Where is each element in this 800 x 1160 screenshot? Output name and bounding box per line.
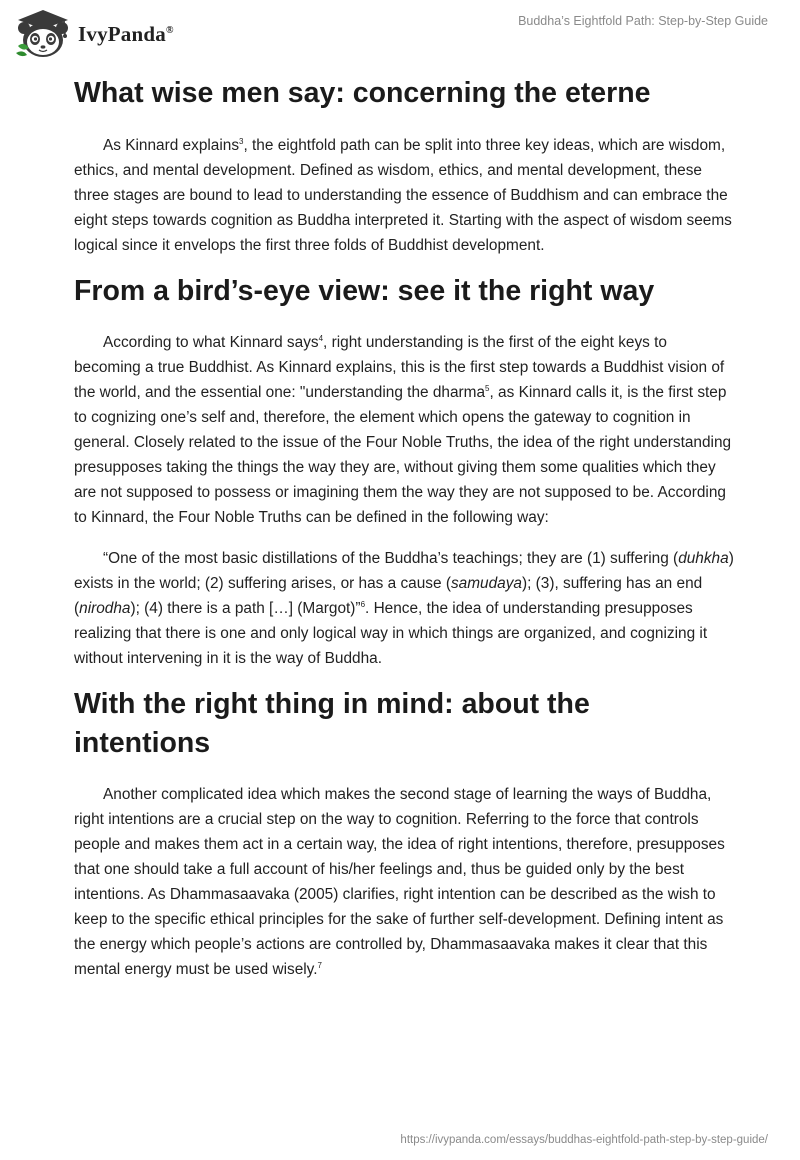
quote-paragraph: “One of the most basic distillations of the Buddha’s teachings; they are (1) suffering (duhkha) exists in the world; (2) suffering arises, or has a cause (samudaya); (3), suffering has an end (nirodha); (4) there is a path […] (Margot)”$^6$. Hence, the idea of understanding presupposes realizing that there is one and only logical way in which things are organized, and cognizing it without intervening in it is the way of Buddha.	[74, 550, 734, 667]
section-heading: From a bird’s-eye view: see it the right way	[74, 275, 655, 307]
ivypanda-logo[interactable]	[14, 8, 174, 60]
footnote-ref[interactable]: 6	[360, 600, 366, 609]
section-heading: With the right thing in mind: about the intentions	[74, 688, 590, 759]
document-title: Buddha’s Eightfold Path: Step-by-Step Guide	[518, 14, 768, 28]
paragraph: As Kinnard explains$^3$, the eightfold path can be split into three key ideas, which are wisdom, ethics, and mental development. Defined as wisdom, ethics, and mental development, these three stages are bound to lead to understanding the essence of Buddhism and can embrace the eight steps towards cognition as Buddha interpreted it. Starting with the aspect of wisdom seems logical since it envelops the first three folds of Buddhist development.	[74, 137, 732, 254]
footnote-ref[interactable]: 3	[239, 137, 244, 146]
brand-name: IvyPanda®	[78, 21, 174, 46]
footnote-ref[interactable]: 4	[318, 334, 324, 343]
panda-graduate-icon	[14, 8, 72, 60]
page-header	[0, 0, 800, 70]
paragraph: Another complicated idea which makes the second stage of learning the ways of Buddha, right intentions are a crucial step on the way to cognition. Referring to the force that controls people and makes them act in a certain way, the idea of right intentions, therefore, presupposes that one should take a full account of his/her feelings and, thus be guided only by the best intentions. As Dhammasaavaka (2005) clarifies, right intention can be described as the wish to keep to the specific ethical principles for the sake of further self-development. Defining intent as the energy which people’s actions are controlled by, Dhammasaavaka makes it clear that this mental energy must be used wisely.$^7$	[74, 786, 725, 978]
paragraph: According to what Kinnard says$^4$, right understanding is the first of the eight keys to becoming a true Buddhist. As Kinnard explains, this is the first step towards a Buddhist vision of the world, and the essential one: "understanding the dharma$^5$, as Kinnard calls it, is the first step to cognizing one’s self and, therefore, the element which opens the gateway to cognition in general. Closely related to the issue of the Four Noble Truths, the idea of the right understanding presupposes taking the things the way they are, without giving them some qualities which they are not supposed to possess or imagining them the way they are not supposed to be. According to Kinnard, the Four Noble Truths can be defined in the following way:	[74, 334, 732, 526]
footnote-ref[interactable]: 5	[485, 384, 490, 393]
footnote-ref[interactable]: 7	[317, 961, 322, 970]
source-url[interactable]: https://ivypanda.com/essays/buddhas-eightfold-path-step-by-step-guide/	[400, 1134, 768, 1146]
article-body	[74, 70, 734, 982]
section-heading: What wise men say: concerning the eterne	[74, 77, 651, 109]
